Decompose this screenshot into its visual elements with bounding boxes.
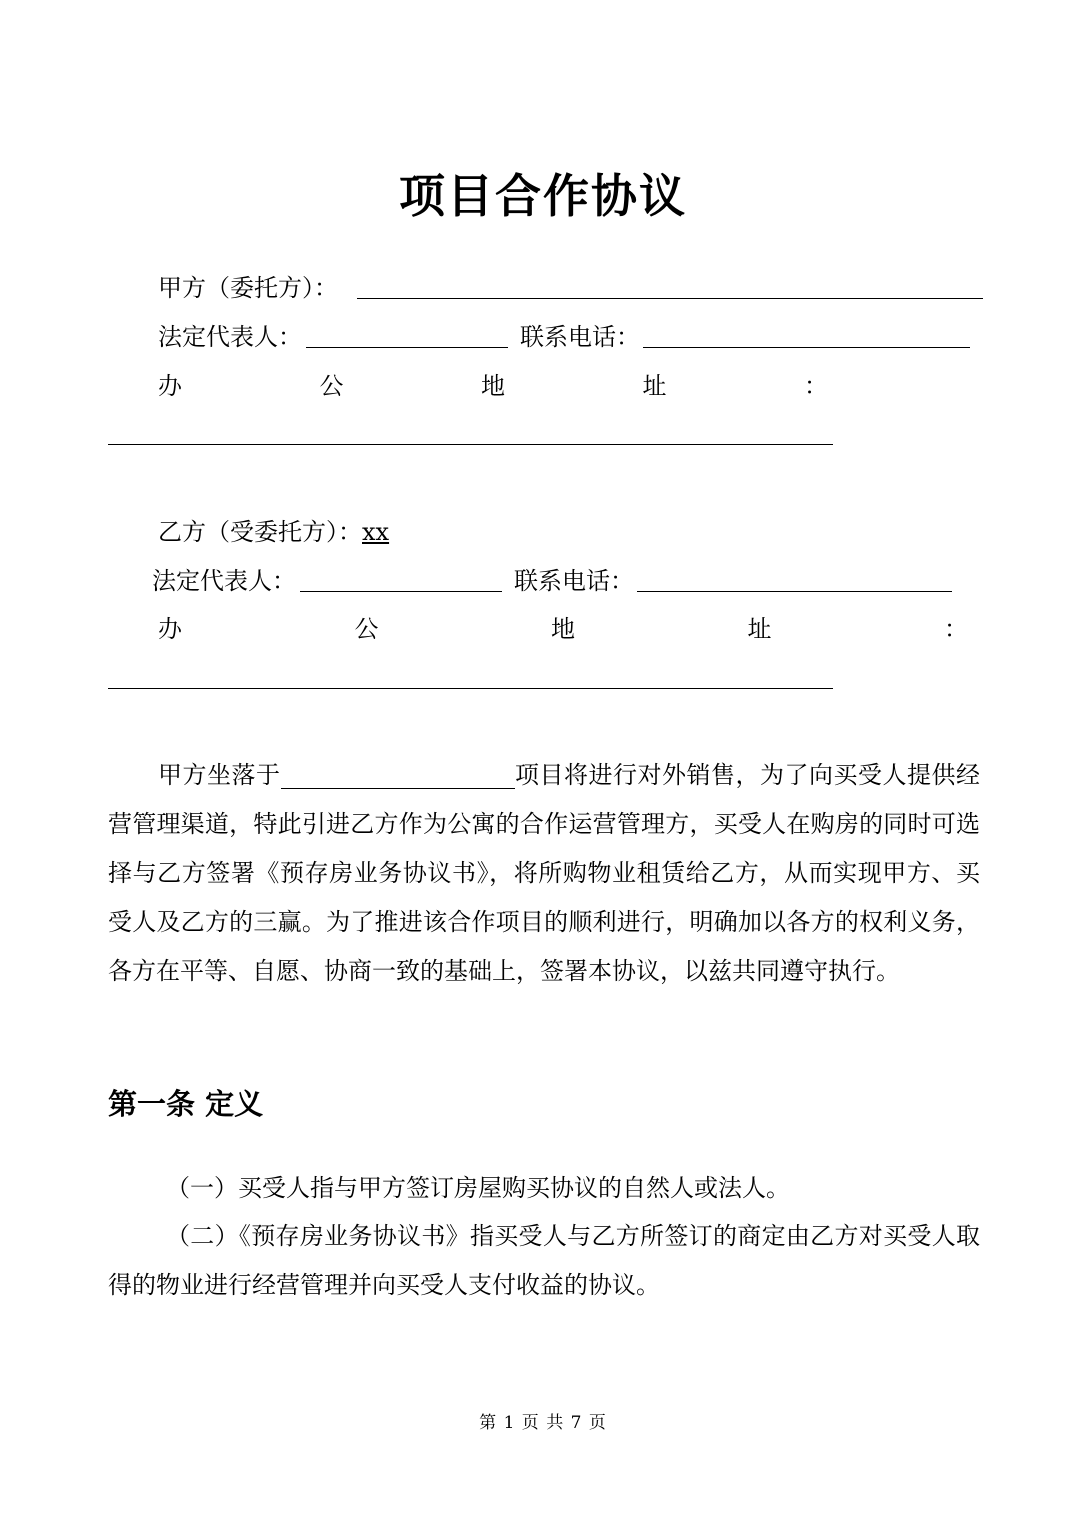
party-a-label: 甲方（委托方）： [158,274,338,302]
party-a-phone-label: 联系电话： [520,323,640,351]
party-b-address-blank [108,688,833,689]
page-footer: 第 1 页 共 7 页 [479,1413,607,1433]
address-char: 址 [642,372,667,400]
definition-item-2: （二）《预存房业务协议书》指买受人与乙方所签订的商定由乙方对买受人取得的物业进行经营管理并向买受人支付收益的协议。 [108,1222,980,1299]
address-char: 公 [319,372,344,400]
intro-paragraph [108,751,980,996]
party-b-phone-blank [637,591,952,592]
party-b-name: xx [362,518,390,546]
party-b-label-text: 乙方（受委托方）： [158,518,362,546]
party-b-label [158,512,389,552]
party-a-address-label [158,366,828,406]
address-char: ： [804,372,828,400]
intro-rest: 项目将进行对外销售，为了向买受人提供经营管理渠道，特此引进乙方作为公寓的合作运营管理方，买受人在购房的同时可选择与乙方签署《预存房业务协议书》，将所购物业租赁给乙方，从而实现甲方、买受人及乙方的三赢。为了推进该合作项目的顺利进行，明确加以各方的权利义务，各方在平等、自愿、协商一致的基础上，签署本协议，以兹共同遵守执行。 [108,761,980,985]
intro-prefix: 甲方坐落于 [158,761,281,789]
address-char: 址 [747,615,772,643]
party-b-rep-blank [300,591,502,592]
party-a-name-blank [357,298,983,299]
address-char: 办 [158,372,182,400]
party-b-phone-label: 联系电话： [514,567,634,595]
section-1-heading: 第一条 定义 [108,1087,264,1121]
party-a-address-blank [108,444,833,445]
party-a-rep-blank [306,347,508,348]
definition-item-1: （一）买受人指与甲方签订房屋购买协议的自然人或法人。 [166,1174,790,1202]
party-b-rep-label: 法定代表人： [152,567,296,595]
document-title: 项目合作协议 [399,169,687,223]
address-char: 公 [354,615,379,643]
address-char: 地 [481,372,505,400]
location-blank [281,760,515,789]
address-char: 办 [158,615,182,643]
address-char: 地 [551,615,575,643]
party-b-address-label [158,609,968,649]
party-a-phone-blank [643,347,970,348]
address-char: ： [944,615,968,643]
party-a-rep-label: 法定代表人： [158,323,302,351]
